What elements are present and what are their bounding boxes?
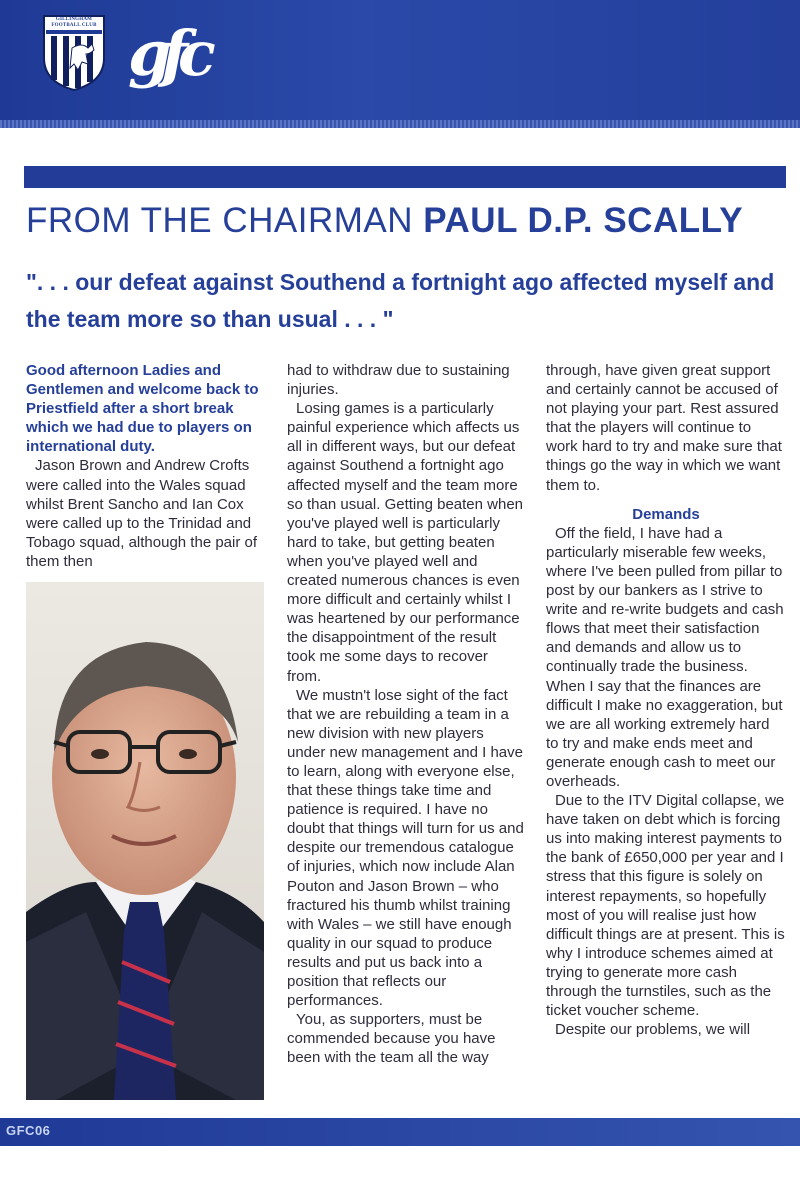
body-paragraph: through, have given great support and certainly cannot be accused of not playing your part. Rest assured that the players will continue to work hard to try and make sure that things go the way in which we want them to. (546, 362, 782, 494)
body-paragraph: Jason Brown and Andrew Crofts were called into the Wales squad whilst Brent Sancho and Ian Cox were called up to the Trinidad and Tobago squad, although the pair of them then (26, 457, 258, 570)
title-name: PAUL D.P. SCALLY (423, 201, 744, 240)
masthead (0, 0, 800, 128)
gfc-monogram-logo: gfc (128, 17, 206, 90)
body-paragraph: Despite our problems, we will (555, 1021, 751, 1039)
chairman-photo (26, 582, 264, 1100)
pull-quote: ". . . our defeat against Southend a fortnight ago affected myself and the team more so than usual . . . " (26, 269, 775, 332)
body-paragraph: Losing games is a particularly painful experience which affects us all in different ways, but our defeat against Southend a fortnight ago affected myself and the team more so than usual. Getting beaten when you've played well is particularly hard to take, but getting beaten when you've played well and created numerous chances is even more difficult and certainly whilst I was heartened by our performance the disappointment of the result took me some days to recover from. (287, 400, 524, 685)
body-paragraph: You, as supporters, must be commended because you have been with the team all the way (287, 1011, 496, 1067)
lead-paragraph: Good afternoon Ladies and Gentlemen and welcome back to Priestfield after a short break which we had due to players on international duty. (26, 362, 259, 456)
portrait-image (26, 582, 264, 1100)
column-1 (26, 361, 264, 571)
title-prefix: FROM THE CHAIRMAN (26, 201, 414, 240)
title-band (24, 166, 786, 188)
body-paragraph: had to withdraw due to sustaining injuries. (287, 362, 510, 399)
subheading-demands: Demands (632, 505, 700, 523)
article-title (26, 200, 796, 242)
page-number: GFC06 (6, 1123, 51, 1138)
body-paragraph: Due to the ITV Digital collapse, we have taken on debt which is forcing us into making interest payments to the bank of £650,000 per year and I stress that this figure is solely on interest repayments, so hopefully most of you will realise just how difficult things are at present. This is why I introduce schemes aimed at trying to generate more cash through the turnstiles, such as the ticket voucher scheme. (546, 792, 785, 1020)
footer-bar (0, 1118, 800, 1146)
column-3 (546, 361, 786, 1039)
body-paragraph: Off the field, I have had a particularly miserable few weeks, where I've been pulled from pillar to post by our bankers as I strive to write and re-write budgets and cash flows that meet their satisfaction and demands and allow us to continually trade the business. When I say that the finances are difficult I make no exaggeration, but we are all working extremely hard to try and make ends meet and generate enough cash to meet our overheads. (546, 524, 784, 790)
body-paragraph: We mustn't lose sight of the fact that we are rebuilding a team in a new division with new players under new management and I have to learn, along with everyone else, that these things take time and patience is required. I have no doubt that things will turn for us and despite our tremendous catalogue of injuries, which now include Alan Pouton and Jason Brown – who fractured his thumb whilst training with Wales – we still have enough quality in our squad to produce results and put us back into a position that reflects our performances. (287, 686, 524, 1010)
crest-lettering: GILLINGHAM FOOTBALL CLUB (51, 17, 97, 28)
column-2 (287, 361, 525, 1067)
